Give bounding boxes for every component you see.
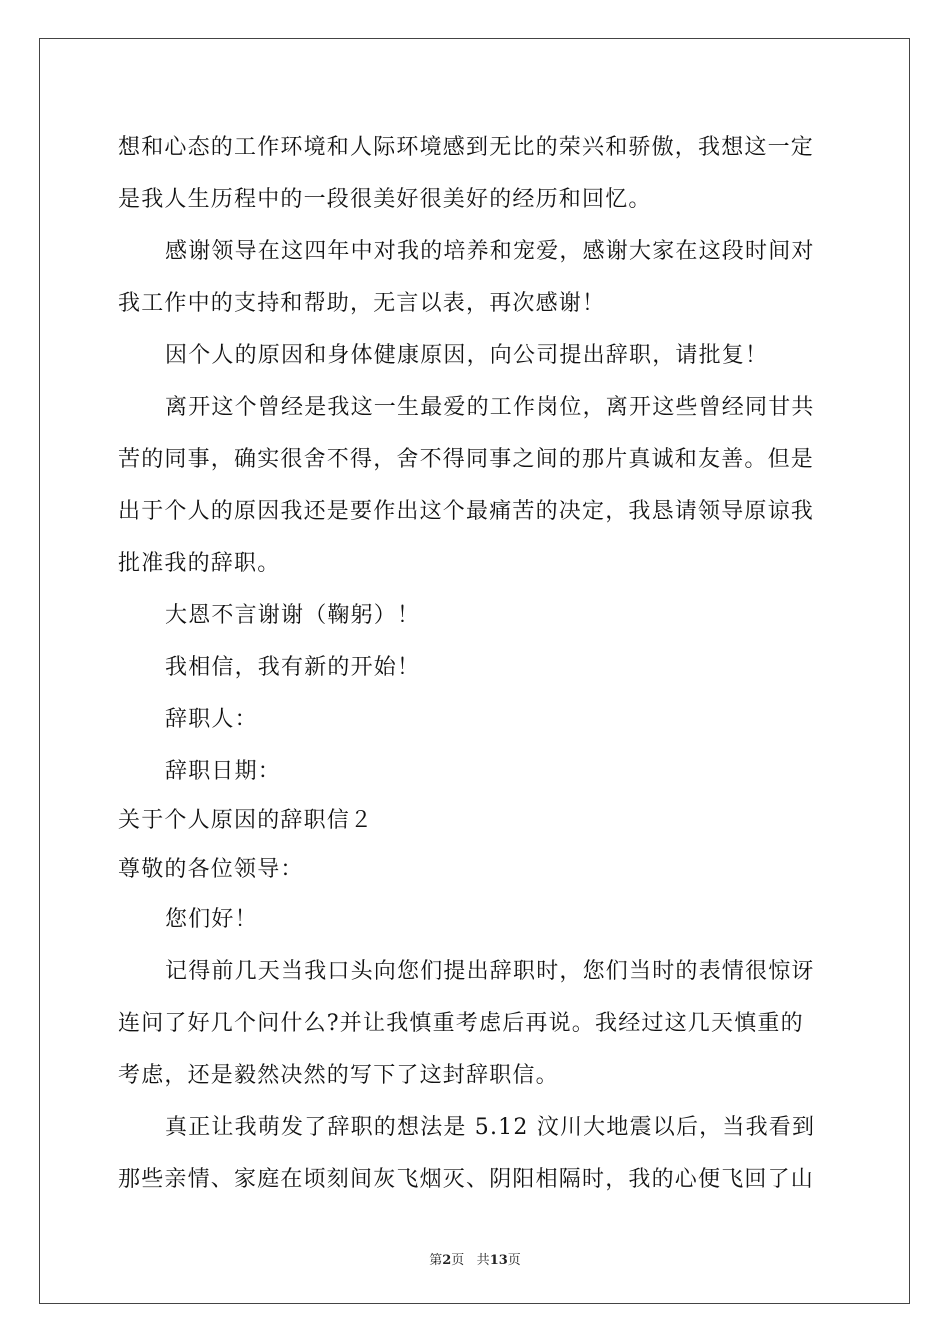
- text-line: 我工作中的支持和帮助，无言以表，再次感谢！: [118, 291, 606, 316]
- date-label: 辞职日期：: [165, 759, 282, 784]
- text-line: 离开这个曾经是我这一生最爱的工作岗位，离开这些曾经同甘共: [165, 395, 815, 420]
- total-suffix: 页: [507, 1253, 521, 1268]
- section-title: 关于个人原因的辞职信２: [118, 808, 374, 833]
- text-line: 我相信，我有新的开始！: [165, 655, 421, 680]
- text-line: 苦的同事，确实很舍不得，舍不得同事之间的那片真诚和友善。但是: [118, 447, 815, 472]
- greeting: 您们好！: [165, 907, 258, 932]
- text-line: 记得前几天当我口头向您们提出辞职时，您们当时的表情很惊讶: [165, 959, 815, 984]
- signer-label: 辞职人：: [165, 707, 258, 732]
- text-line: 大恩不言谢谢（鞠躬）！: [165, 603, 421, 628]
- text-line: 真正让我萌发了辞职的想法是 5.12 汶川大地震以后，当我看到: [165, 1115, 816, 1140]
- text-line: 因个人的原因和身体健康原因，向公司提出辞职，请批复！: [165, 343, 769, 368]
- text-line: 是我人生历程中的一段很美好很美好的经历和回忆。: [118, 187, 652, 212]
- text-line: 想和心态的工作环境和人际环境感到无比的荣兴和骄傲，我想这一定: [118, 135, 815, 160]
- text-line: 考虑，还是毅然决然的写下了这封辞职信。: [118, 1063, 559, 1088]
- page-prefix: 第: [429, 1253, 443, 1268]
- text-line: 感谢领导在这四年中对我的培养和宠爱，感谢大家在这段时间对: [165, 239, 815, 264]
- total-pages: 13: [489, 1253, 508, 1268]
- page-footer: [0, 1249, 950, 1268]
- page-suffix: 页: [451, 1253, 465, 1268]
- text-line: 连问了好几个问什么?并让我慎重考虑后再说。我经过这几天慎重的: [118, 1011, 804, 1036]
- salutation: 尊敬的各位领导：: [118, 857, 304, 882]
- text-line: 批准我的辞职。: [118, 551, 281, 576]
- page-number: 2: [442, 1253, 452, 1268]
- total-prefix: 共: [476, 1253, 490, 1268]
- text-line: 出于个人的原因我还是要作出这个最痛苦的决定，我恳请领导原谅我: [118, 499, 815, 524]
- text-line: 那些亲情、家庭在顷刻间灰飞烟灭、阴阳相隔时，我的心便飞回了山: [118, 1167, 815, 1192]
